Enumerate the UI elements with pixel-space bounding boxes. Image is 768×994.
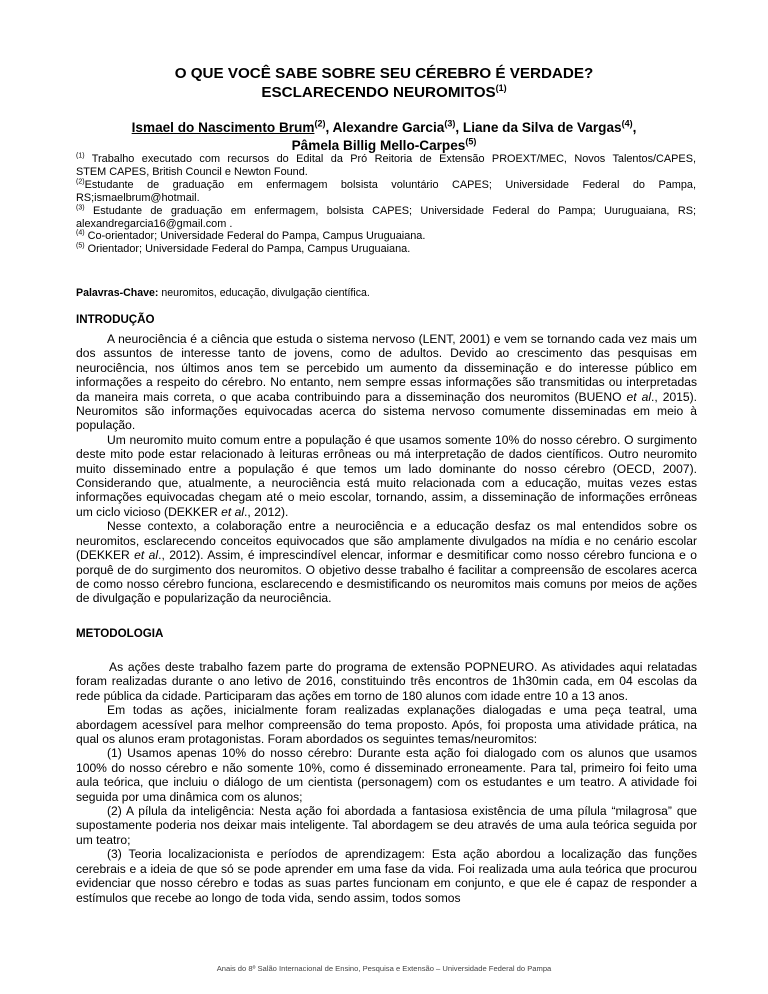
paragraph: (1) Usamos apenas 10% do nosso cérebro: Durante esta ação foi dialogado com os alunos que usamos 100% do nosso cérebro e não somente 10%, como é disseminado erroneamente. Para tal, primeiro foi feito uma aula teórica, que incluiu o diálogo de um cientista (personagem) com os estudantes e um teatro. A atividade foi seguida por uma dinâmica com os alunos; (76, 746, 697, 804)
paragraph: Em todas as ações, inicialmente foram realizadas explanações dialogadas e uma peça teatral, uma abordagem acessível para melhor compreensão do tema proposto. Após, foi proposta uma atividade prática, na qual os alunos eram protagonistas. Foram abordados os seguintes temas/neuromitos: (76, 703, 697, 747)
paragraph: Um neuromito muito comum entre a população é que usamos somente 10% do nosso cérebro. O surgimento deste mito pode estar relacionado à leituras errôneas ou má interpretação de dados científicos. Outro neuromito muito disseminado entre a população é que temos um lado dominante do nosso cérebro (OECD, 2007). Considerando que, atualmente, a neurociência está muito relacionada com a educação, muitas vezes estas informações equivocadas chegam até o meio escolar, tornando, assim, a disseminação de informações errôneas um ciclo vicioso (DEKKER et al., 2012). (76, 432, 697, 519)
footnote-4: $^{(4)}$ Co-orientador; Universidade Federal do Pampa, Campus Uruguaiana. (76, 229, 426, 243)
footnote-2: $^{(2)}$Estudante de graduação em enfermagem bolsista voluntário CAPES; Universidade Federal do Pampa, (76, 178, 696, 191)
section-intro (76, 332, 697, 606)
footnote-5: $^{(5)}$ Orientador; Universidade Federal do Pampa, Campus Uruguaiana. (76, 242, 411, 256)
paragraph: Nesse contexto, a colaboração entre a neurociência e a educação desfaz os mal entendidos sobre os neuromitos, esclarecendo conceitos equivocados que são amplamente divulgados na mídia e no cenário escolar (DEKKER et al., 2012). Assim, é imprescindível elencar, informar e desmitificar como nosso cérebro funciona e o porquê de do surgimento dos neuromitos. O objetivo desse trabalho é facilitar a compreensão de escolares acerca de como nosso cérebro funciona, esclarecendo e desmistificando os neuromitos mais comuns por meios de ações de divulgação e popularização da neurociência. (76, 519, 697, 606)
title-line-1: O QUE VOCÊ SABE SOBRE SEU CÉREBRO É VERDADE? (174, 65, 594, 82)
keywords-label: Palavras-Chave: (76, 287, 159, 299)
author-3: , Liane da Silva de Vargas (455, 120, 622, 135)
paragraph: As ações deste trabalho fazem parte do programa de extensão POPNEURO. As atividades aqui relatadas foram realizadas durante o ano letivo de 2016, constituindo três encontros de 1h30min cada, em 04 escolas da rede pública da cidade. Participaram das ações em torno de 180 alunos com idade entre 10 a 13 anos. (76, 660, 697, 703)
authors-line-2: Pâmela Billig Mello-Carpes$^{(5)}$ (291, 136, 477, 153)
paper-title (0, 64, 768, 102)
footnote-1: $^{(1)}$ Trabalho executado com recursos do Edital da Pró Reitoria de Extensão PROEXT/MEC, Novos Talentos/CAPES, (76, 152, 696, 165)
section-heading-method: METODOLOGIA (76, 627, 164, 640)
author-2: , Alexandre Garcia (325, 120, 445, 135)
title-line-2: ESCLARECENDO NEUROMITOS$^{(1)}$ (261, 82, 507, 101)
keywords (76, 287, 370, 300)
paragraph: (2) A pílula da inteligência: Nesta ação foi abordada a fantasiosa existência de uma pílula “milagrosa” que supostamente poderia nos deixar mais inteligente. Tal abordagem se deu através de uma aula teórica seguida por um teatro; (76, 804, 697, 847)
author-1: Ismael do Nascimento Brum (131, 120, 315, 135)
section-method (76, 660, 697, 905)
footnote-3: $^{(3)}$ Estudante de graduação em enfermagem, bolsista CAPES; Universidade Federal do Pampa; Uuruguaiana, RS; (76, 204, 696, 217)
page-footer: Anais do 8º Salão Internacional de Ensino, Pesquisa e Extensão – Universidade Federal do Pampa (216, 964, 552, 973)
paragraph: (3) Teoria localizacionista e períodos de aprendizagem: Esta ação abordou a localização das funções cerebrais e a ideia de que só se pode aprender em uma fase da vida. Foi realizada uma aula teórica que procurou evidenciar que nosso cérebro e todas as suas partes funcionam em conjunto, e que ele é capaz de responder a estímulos que recebe ao longo de toda vida, sendo assim, todos somos (76, 847, 697, 905)
title-footnote-marker: (1) (495, 82, 507, 93)
footnotes: $^{(1)}$ Trabalho executado com recursos do Edital da Pró Reitoria de Extensão PROEXT/MEC, Novos Talentos/CAPES, STEM CAPES, British Council e Newton Found. $^{(2)}$Estudante de graduação em enfermagem bolsista voluntário CAPES; Universidade Federal do Pampa, RS;ismaelbrum@hotmail. $^{(3)}$ Estudante de graduação em enfermagem, bolsista CAPES; Universidade Federal do Pampa; Uuruguaiana, RS; alexandregarcia16@gmail.com . $^{(4)}$ Co-orientador; Universidade Federal do Pampa, Campus Uruguaiana. $^{(5)}$ Orientador; Universidade Federal do Pampa, Campus Uruguaiana. (76, 152, 696, 256)
author-list (0, 119, 768, 155)
section-heading-intro: INTRODUÇÃO (76, 313, 155, 326)
keywords-value: neuromitos, educação, divulgação científica. (158, 287, 370, 299)
authors-line-1: Ismael do Nascimento Brum$^{(2)}$, Alexandre Garcia$^{(3)}$, Liane da Silva de Vargas$^{(4)}$, (131, 118, 637, 135)
author-4: Pâmela Billig Mello-Carpes (291, 138, 466, 153)
paragraph: A neurociência é a ciência que estuda o sistema nervoso (LENT, 2001) e vem se tornando cada vez mais um dos assuntos de interesse tanto de jovens, como de adultos. Devido ao crescimento das pesquisas em neurociência, nos últimos anos tem se percebido um aumento da disseminação e do interesse público em informações a respeito do cérebro. No entanto, nem sempre essas informações são transmitidas ou interpretadas da maneira mais correta, o que acaba contribuindo para a disseminação dos neuromitos (BUENO et al., 2015). Neuromitos são informações equivocadas acerca do sistema nervoso comumente disseminadas em meio à população. (76, 332, 698, 433)
